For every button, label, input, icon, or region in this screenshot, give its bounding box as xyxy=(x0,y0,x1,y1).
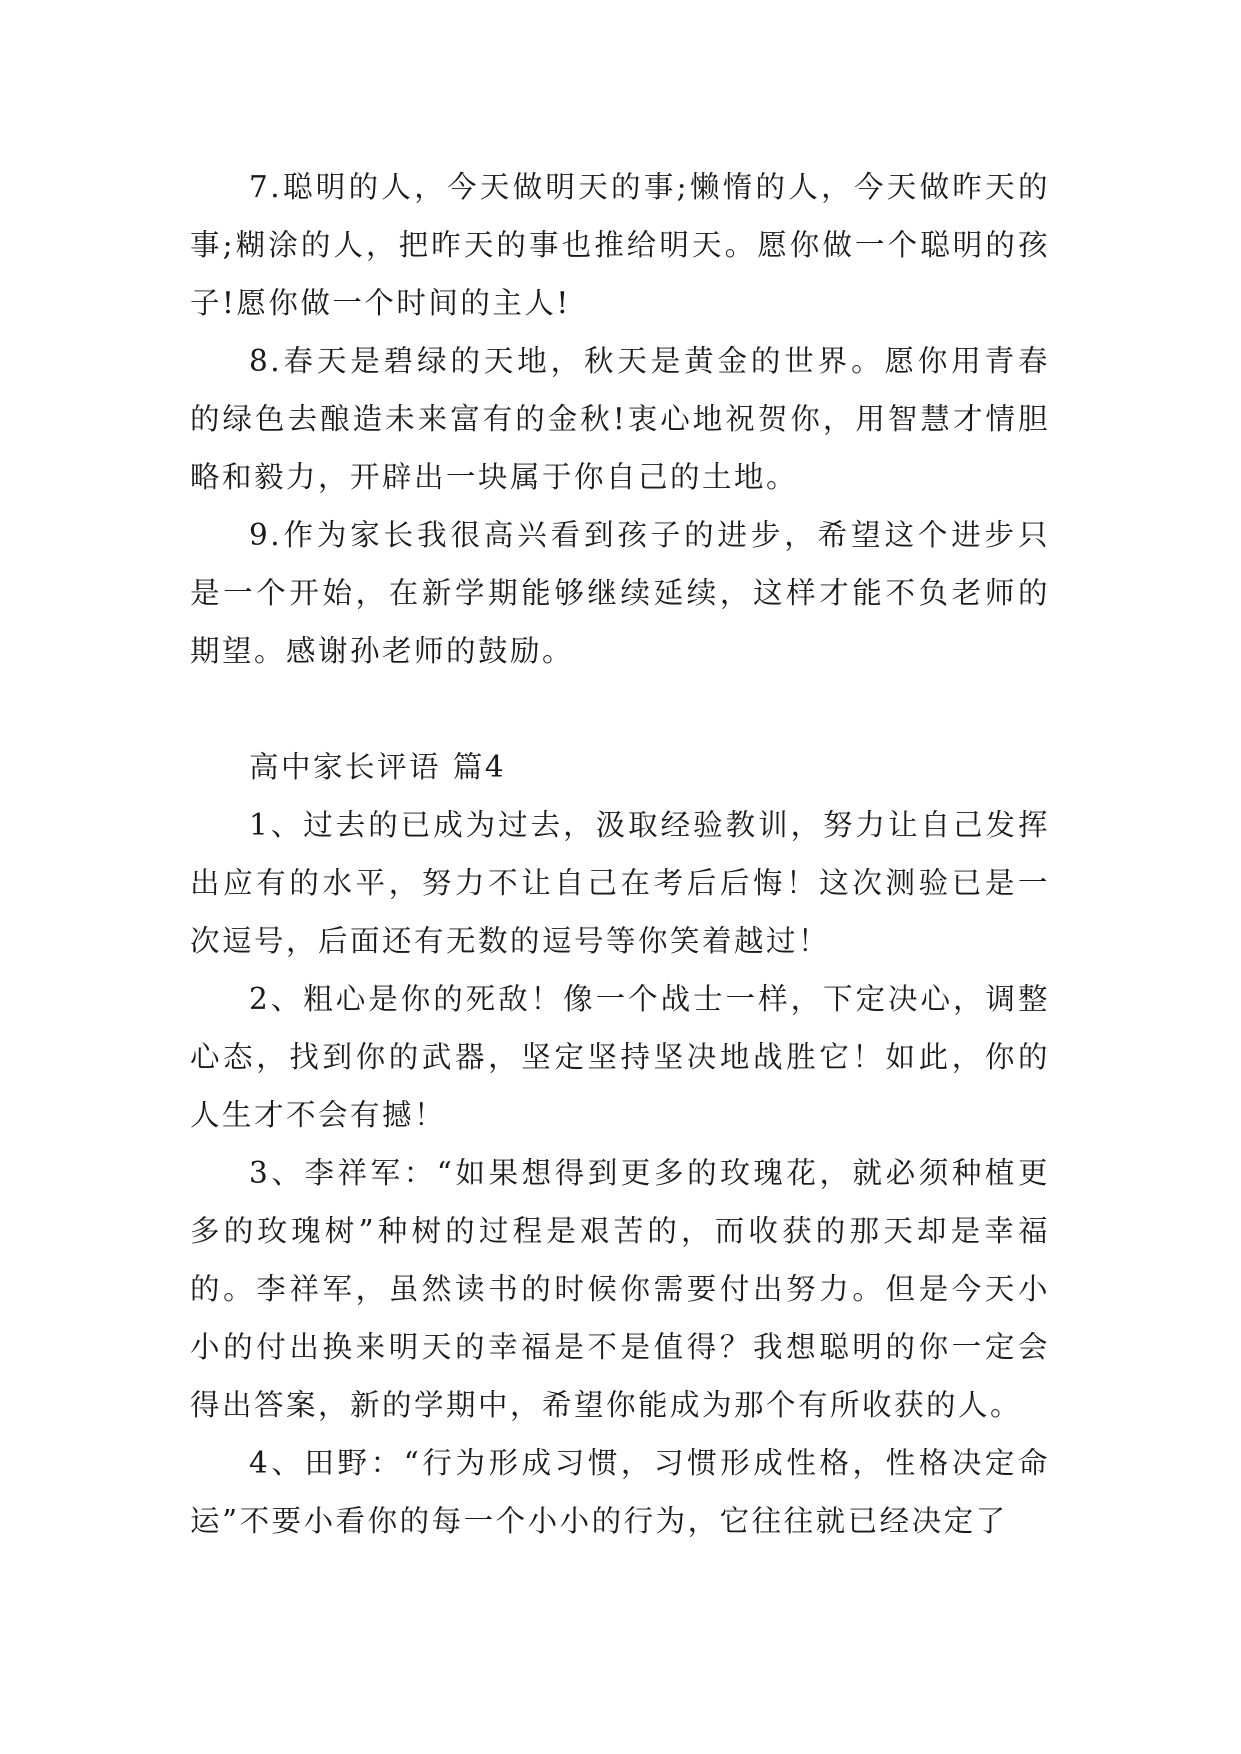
section4-paragraph-4: 4、田野：“行为形成习惯，习惯形成性格，性格决定命运”不要小看你的每一个小小的行为，它往往就已经决定了 xyxy=(190,1446,1050,1538)
section4-paragraph-3: 3、李祥军：“如果想得到更多的玫瑰花，就必须种植更多的玫瑰树”种树的过程是艰苦的，而收获的那天却是幸福的。李祥军，虽然读书的时候你需要付出努力。但是今天小小的付出换来明天的幸福是不是值得？我想聪明的你一定会得出答案，新的学期中，希望你能成为那个有所收获的人。 xyxy=(190,1156,1050,1422)
comment-paragraph-9: 9.作为家长我很高兴看到孩子的进步，希望这个进步只是一个开始，在新学期能够继续延续，这样才能不负老师的期望。感谢孙老师的鼓励。 xyxy=(190,518,1050,668)
section4-paragraph-1: 1、过去的已成为过去，汲取经验教训，努力让自己发挥出应有的水平，努力不让自己在考后后悔！这次测验已是一次逗号，后面还有无数的逗号等你笑着越过！ xyxy=(190,808,1050,958)
comment-paragraph-7: 7.聪明的人，今天做明天的事;懒惰的人，今天做昨天的事;糊涂的人，把昨天的事也推给明天。愿你做一个聪明的孩子!愿你做一个时间的主人! xyxy=(190,170,1050,320)
comment-paragraph-8: 8.春天是碧绿的天地，秋天是黄金的世界。愿你用青春的绿色去酿造未来富有的金秋!衷心地祝贺你，用智慧才情胆略和毅力，开辟出一块属于你自己的土地。 xyxy=(190,344,1050,494)
document-body xyxy=(190,158,1050,1550)
section-heading: 高中家长评语 篇4 xyxy=(249,750,507,784)
section4-paragraph-2: 2、粗心是你的死敌！像一个战士一样，下定决心，调整心态，找到你的武器，坚定坚持坚决地战胜它！如此，你的人生才不会有撼！ xyxy=(190,982,1050,1132)
section-gap xyxy=(190,680,1050,738)
